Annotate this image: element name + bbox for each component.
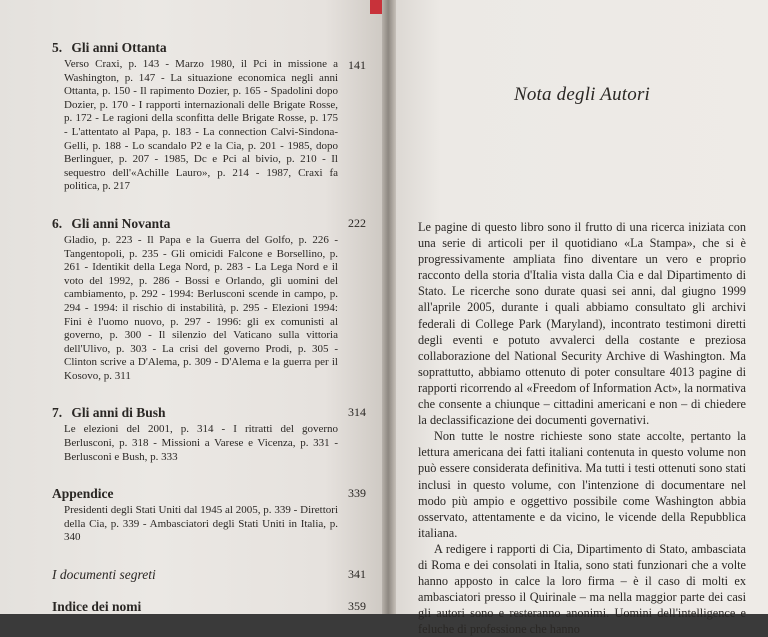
- toc-index: [52, 599, 366, 615]
- appendix-heading: Appendice: [52, 486, 114, 502]
- chapter-page-number: 222: [348, 215, 366, 230]
- chapter-description: Le elezioni del 2001, p. 314 - I ritratti del governo Berlusconi, p. 318 - Missioni a Varese e Vicenza, p. 331 - Berlusconi e Bush, p. 333: [64, 423, 338, 463]
- toc-chapter-5: [52, 40, 366, 194]
- chapter-number: 7.: [52, 405, 63, 421]
- right-page-note: [396, 0, 768, 637]
- chapter-heading: [52, 216, 366, 232]
- chapter-page-number: 141: [348, 58, 366, 72]
- toc-chapter-7: [52, 405, 366, 464]
- toc-appendix: [52, 486, 366, 545]
- chapter-description: Verso Craxi, p. 143 - Marzo 1980, il Pci in missione a Washington, p. 147 - La situazione economica negli anni Ottanta, p. 150 - Il rapimento Dozier, p. 165 - Spadolini dopo Dozier, p. 170 - I rapporti internazionali delle Brigate Rosse, p. 172 - Le ragioni della sconfitta delle Brigate Rosse, p. 175 - L'attentato al Papa, p. 183 - La connection Calvi-Sindona-Gelli, p. 188 - Lo scandalo P2 e la Cia, p. 201 - 1985, dopo Berlinguer, p. 207 - 1985, Dc e Pci al bivio, p. 210 - Il sequestro dell'«Achille Lauro», p. 214 - 1987, Craxi fa politica, p. 217: [64, 58, 338, 193]
- index-heading: Indice dei nomi: [52, 599, 142, 615]
- chapter-number: 6.: [52, 215, 63, 231]
- paragraph-3: A redigere i rapporti di Cia, Dipartimento di Stato, ambasciata di Roma e dei consolati in Italia, sono stati funzionari che a volte hanno apposto in calce la loro firma – è il caso di molti ex ambasciatori presso il Quirinale – ma nella maggior parte dei casi gli autori sono e resteranno anonimi. Uomini dell'intelligence e feluche di professione che hanno: [418, 541, 746, 637]
- note-body: [418, 219, 746, 637]
- chapter-page-number: 314: [348, 405, 366, 420]
- documents-page-number: 341: [348, 567, 366, 582]
- left-page-contents: [0, 0, 382, 614]
- paragraph-1: Le pagine di questo libro sono il frutto di una ricerca iniziata con una serie di articoli per il quotidiano «La Stampa», che si è progressivamente ampliata fino diventare un vero e proprio racconto della storia d'Italia vista dalla Cia e dal Dipartimento di Stato. Le ricerche sono durate quasi sei anni, dal giugno 1999 all'aprile 2005, durante i quali abbiamo consultato gli archivi federali di College Park (Maryland), incontrato testimoni diretti degli eventi e potuto avvalerci della costante e preziosa collaborazione del National Security Archive di Washington. Ma soprattutto, abbiamo ottenuto di poter consultare 4013 pagine di rapporti ricorrendo al «Freedom of Information Act», la normativa che consente a chiunque – cittadini americani e non – di chiedere la declassificazione dei documenti governativi.: [418, 220, 746, 428]
- documents-heading: I documenti segreti: [52, 567, 156, 583]
- toc-documents: [52, 567, 366, 583]
- chapter-description: Gladio, p. 223 - Il Papa e la Guerra del Golfo, p. 226 - Tangentopoli, p. 235 - Gli omicidi Falcone e Borsellino, p. 261 - Identikit della Lega Nord, p. 283 - La Lega Nord e il voto del 1992, p. 286 - Bossi e Orlando, gli uomini del cambiamento, p. 292 - 1994: Berlusconi scende in campo, p. 294 - 1994: il rischio di instabilità, p. 295 - Elezioni 1994: Fini è l'uomo nuovo, p. 297 - 1996: gli ex comunisti al governo, p. 300 - Il silenzio del Vaticano sulla vittoria dell'Ulivo, p. 303 - La crisi del governo Prodi, p. 305 - Clinton scrive a D'Alema, p. 309 - D'Alema e la guerra per il Kosovo, p. 311: [64, 233, 338, 382]
- chapter-heading: [52, 40, 366, 56]
- chapter-title: Gli anni Ottanta: [71, 40, 167, 55]
- book-gutter: [382, 0, 396, 614]
- paragraph-2: Non tutte le nostre richieste sono state accolte, pertanto la lettura americana dei fatti italiani contenuta in questo volume non può essere considerata definitiva. Ma tutti i testi ottenuti sono stati inclusi in questo volume, con l'intenzione di documentare nel modo più ampio e oggettivo possibile come Washington abbia osservato, attentamente e da vicino, le vicende della Repubblica italiana.: [418, 429, 746, 540]
- appendix-page-number: 339: [348, 486, 366, 501]
- chapter-title: Gli anni Novanta: [71, 215, 171, 231]
- appendix-description: Presidenti degli Stati Uniti dal 1945 al 2005, p. 339 - Direttori della Cia, p. 339 - Ambasciatori degli Stati Uniti in Italia, p. 340: [64, 504, 338, 544]
- chapter-heading: [52, 405, 366, 421]
- chapter-number: 5.: [52, 40, 63, 55]
- index-page-number: 359: [348, 599, 366, 614]
- toc-chapter-6: [52, 216, 366, 384]
- chapter-title: Gli anni di Bush: [71, 405, 166, 421]
- page-title: Nota degli Autori: [513, 84, 651, 105]
